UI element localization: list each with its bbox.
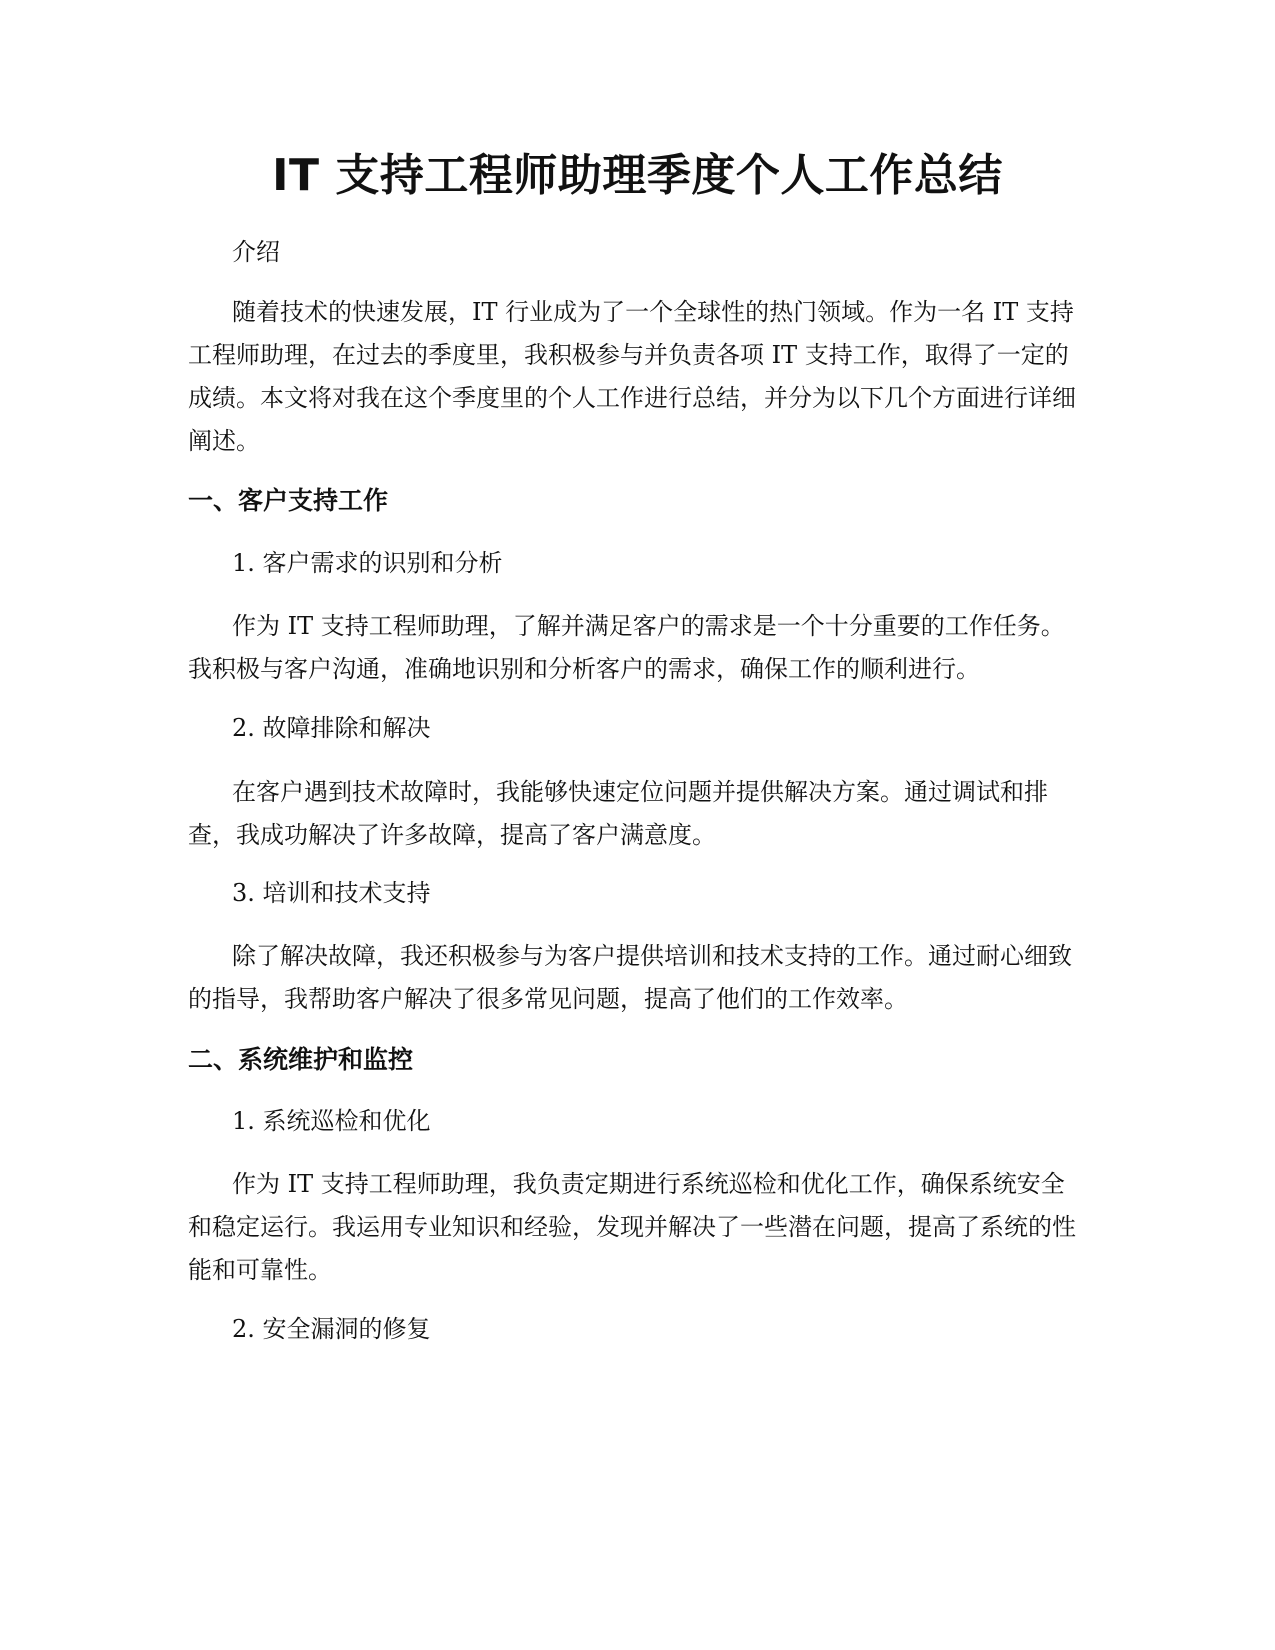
- subheading-training: 3. 培训和技术支持: [232, 879, 431, 907]
- paragraph-system-inspection: 作为 IT 支持工程师助理，我负责定期进行系统巡检和优化工作，确保系统安全和稳定运行。我运用专业知识和经验，发现并解决了一些潜在问题，提高了系统的性能和可靠性。: [188, 1170, 1076, 1284]
- subheading-system-inspection: 1. 系统巡检和优化: [232, 1107, 431, 1135]
- document-title: IT 支持工程师助理季度个人工作总结: [272, 150, 1003, 201]
- subheading-requirements-analysis: 1. 客户需求的识别和分析: [232, 549, 503, 577]
- paragraph-troubleshooting: 在客户遇到技术故障时，我能够快速定位问题并提供解决方案。通过调试和排查，我成功解决了许多故障，提高了客户满意度。: [188, 778, 1048, 849]
- paragraph-training: 除了解决故障，我还积极参与为客户提供培训和技术支持的工作。通过耐心细致的指导，我帮助客户解决了很多常见问题，提高了他们的工作效率。: [188, 942, 1072, 1013]
- paragraph-requirements-analysis: 作为 IT 支持工程师助理，了解并满足客户的需求是一个十分重要的工作任务。我积极与客户沟通，准确地识别和分析客户的需求，确保工作的顺利进行。: [188, 612, 1065, 683]
- intro-label: 介绍: [232, 238, 280, 266]
- intro-paragraph: 随着技术的快速发展，IT 行业成为了一个全球性的热门领域。作为一名 IT 支持工程师助理，在过去的季度里，我积极参与并负责各项 IT 支持工作，取得了一定的成绩。本文将对我在这个季度里的个人工作进行总结，并分为以下几个方面进行详细阐述。: [188, 298, 1076, 455]
- section-heading-customer-support: 一、客户支持工作: [188, 486, 389, 515]
- section-heading-system-maintenance: 二、系统维护和监控: [188, 1045, 414, 1074]
- subheading-security-fixes: 2. 安全漏洞的修复: [232, 1315, 431, 1343]
- subheading-troubleshooting: 2. 故障排除和解决: [232, 714, 431, 742]
